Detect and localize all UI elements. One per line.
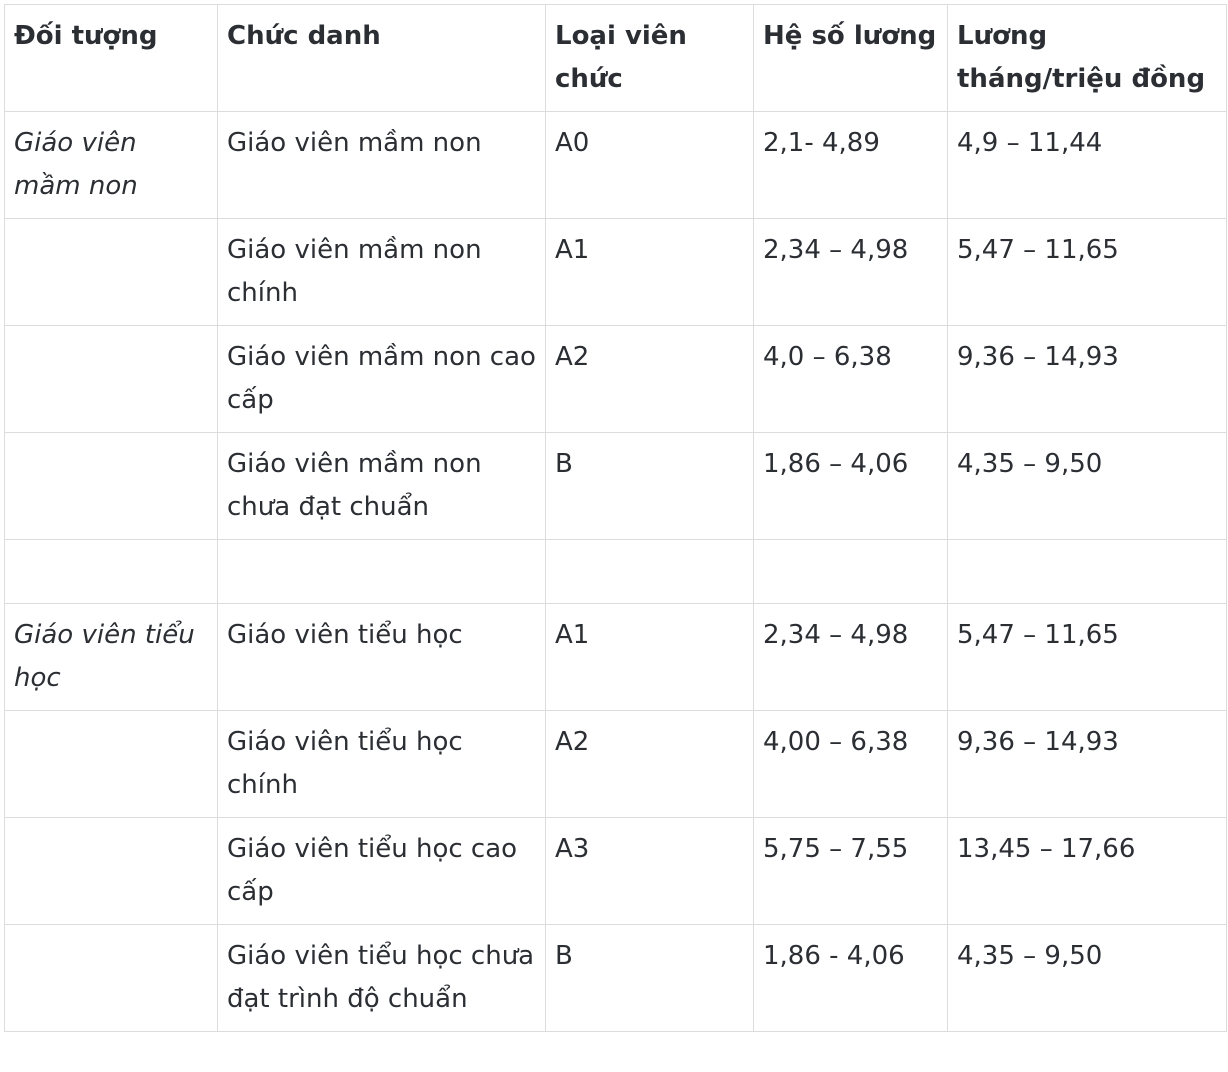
cell-loai-vien-chuc: A2 (546, 711, 754, 818)
table-row (5, 711, 1227, 818)
cell-luong-thang (948, 540, 1227, 604)
cell-luong-thang: 9,36 – 14,93 (948, 711, 1227, 818)
cell-luong-thang: 13,45 – 17,66 (948, 818, 1227, 925)
cell-loai-vien-chuc: A2 (546, 326, 754, 433)
table-header-row (5, 5, 1227, 112)
cell-he-so-luong: 2,34 – 4,98 (754, 219, 948, 326)
cell-chuc-danh: Giáo viên mầm non chưa đạt chuẩn (218, 433, 546, 540)
cell-he-so-luong (754, 540, 948, 604)
cell-loai-vien-chuc: B (546, 433, 754, 540)
table-row-empty (5, 540, 1227, 604)
salary-table (4, 4, 1227, 1032)
cell-doi-tuong: Giáo viên mầm non (5, 112, 218, 219)
cell-loai-vien-chuc: A0 (546, 112, 754, 219)
cell-he-so-luong: 1,86 - 4,06 (754, 925, 948, 1032)
cell-chuc-danh: Giáo viên tiểu học chưa đạt trình độ chuẩn (218, 925, 546, 1032)
cell-luong-thang: 4,9 – 11,44 (948, 112, 1227, 219)
header-luong-thang: Lương tháng/triệu đồng (948, 5, 1227, 112)
cell-doi-tuong: Giáo viên tiểu học (5, 604, 218, 711)
cell-chuc-danh: Giáo viên mầm non cao cấp (218, 326, 546, 433)
cell-doi-tuong (5, 925, 218, 1032)
cell-chuc-danh (218, 540, 546, 604)
cell-doi-tuong (5, 219, 218, 326)
cell-chuc-danh: Giáo viên mầm non (218, 112, 546, 219)
cell-he-so-luong: 2,1- 4,89 (754, 112, 948, 219)
cell-chuc-danh: Giáo viên mầm non chính (218, 219, 546, 326)
table-row (5, 219, 1227, 326)
cell-he-so-luong: 2,34 – 4,98 (754, 604, 948, 711)
cell-luong-thang: 9,36 – 14,93 (948, 326, 1227, 433)
cell-luong-thang: 5,47 – 11,65 (948, 604, 1227, 711)
header-doi-tuong: Đối tượng (5, 5, 218, 112)
cell-doi-tuong (5, 326, 218, 433)
table-row (5, 925, 1227, 1032)
cell-doi-tuong (5, 818, 218, 925)
header-he-so-luong: Hệ số lương (754, 5, 948, 112)
cell-chuc-danh: Giáo viên tiểu học (218, 604, 546, 711)
cell-doi-tuong (5, 433, 218, 540)
cell-luong-thang: 5,47 – 11,65 (948, 219, 1227, 326)
header-chuc-danh: Chức danh (218, 5, 546, 112)
header-loai-vien-chuc: Loại viên chức (546, 5, 754, 112)
cell-loai-vien-chuc (546, 540, 754, 604)
table-row (5, 433, 1227, 540)
cell-he-so-luong: 5,75 – 7,55 (754, 818, 948, 925)
cell-he-so-luong: 4,00 – 6,38 (754, 711, 948, 818)
table-row (5, 818, 1227, 925)
table-row (5, 112, 1227, 219)
cell-chuc-danh: Giáo viên tiểu học cao cấp (218, 818, 546, 925)
cell-luong-thang: 4,35 – 9,50 (948, 433, 1227, 540)
cell-doi-tuong (5, 540, 218, 604)
table-row (5, 326, 1227, 433)
cell-loai-vien-chuc: A1 (546, 604, 754, 711)
cell-loai-vien-chuc: A1 (546, 219, 754, 326)
cell-doi-tuong (5, 711, 218, 818)
cell-he-so-luong: 4,0 – 6,38 (754, 326, 948, 433)
cell-he-so-luong: 1,86 – 4,06 (754, 433, 948, 540)
table-row (5, 604, 1227, 711)
cell-chuc-danh: Giáo viên tiểu học chính (218, 711, 546, 818)
cell-loai-vien-chuc: A3 (546, 818, 754, 925)
cell-loai-vien-chuc: B (546, 925, 754, 1032)
cell-luong-thang: 4,35 – 9,50 (948, 925, 1227, 1032)
